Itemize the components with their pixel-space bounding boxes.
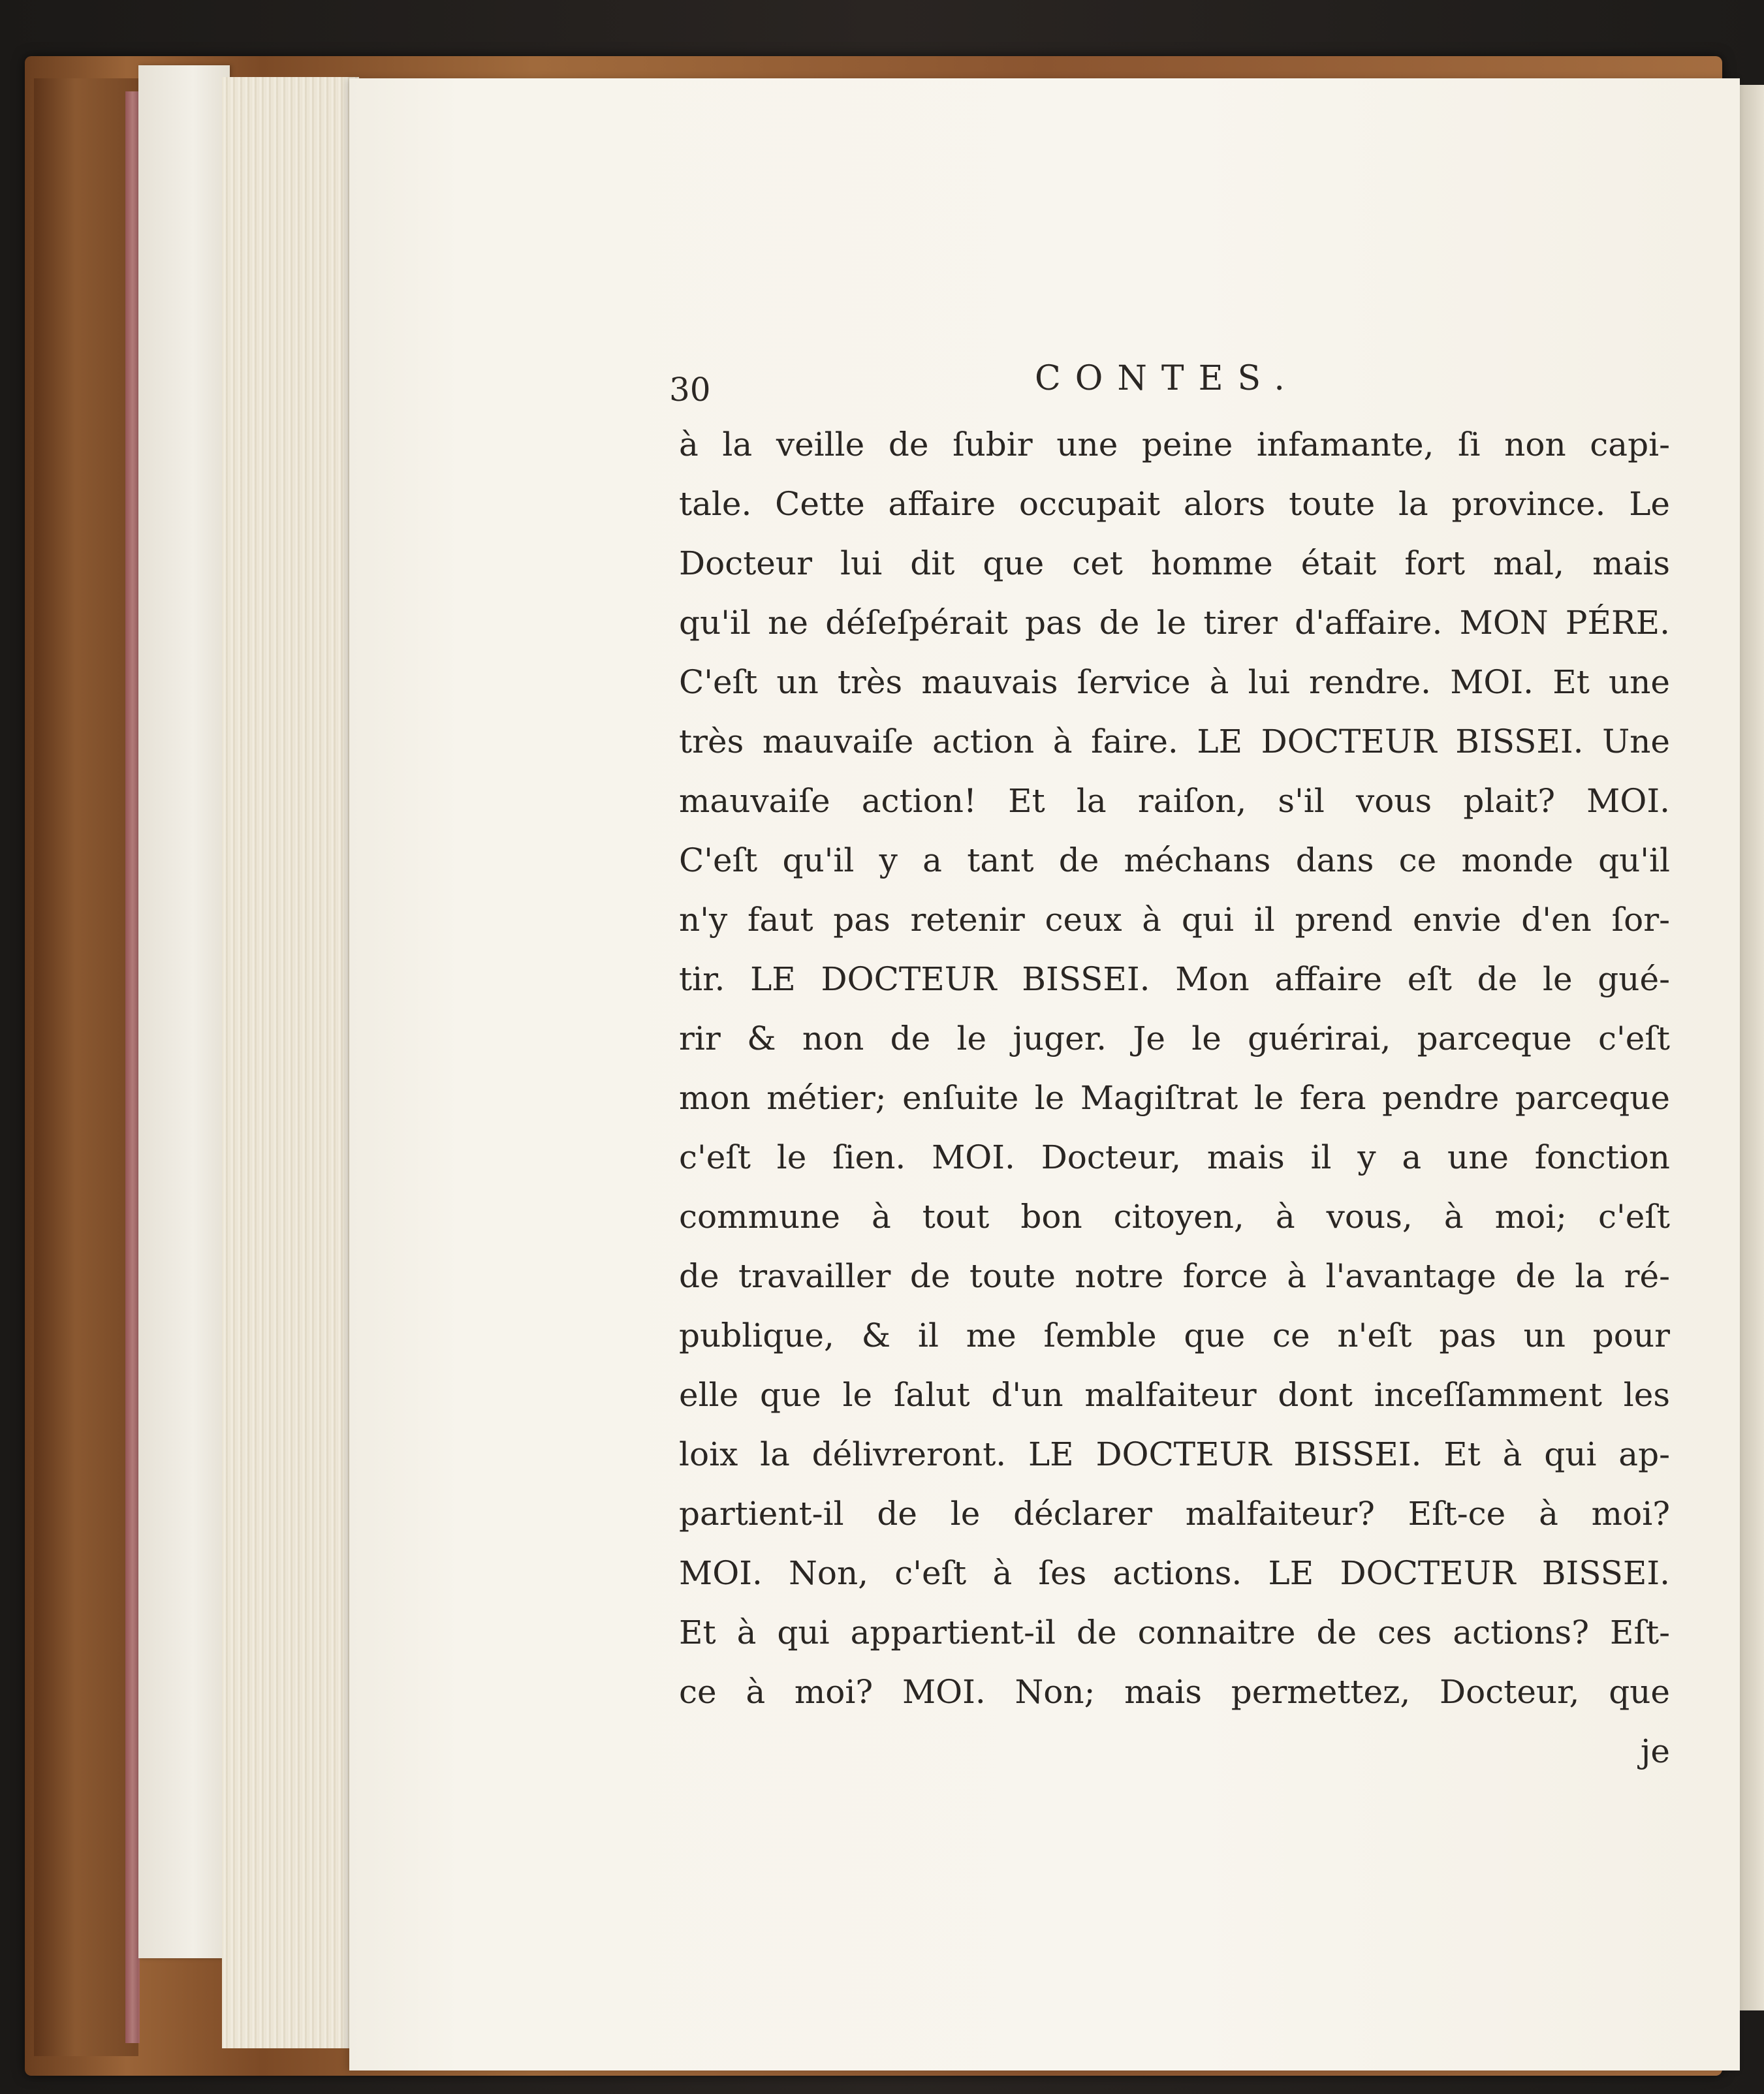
text-line: n'y faut pas retenir ceux à qui il prend envie d'en ſor- bbox=[679, 901, 1670, 939]
cover-spine-edge bbox=[34, 78, 138, 2056]
page-edges bbox=[222, 77, 359, 2048]
text-line: tir. LE DOCTEUR BISSEI. Mon affaire eſt de le gué- bbox=[679, 960, 1670, 998]
text-line: à la veille de ſubir une peine infamante, ſi non capi- bbox=[679, 426, 1670, 463]
text-line: qu'il ne déſeſpérait pas de le tirer d'affaire. MON PÉRE. bbox=[679, 604, 1670, 642]
text-line: C'eſt un très mauvais ſervice à lui rendre. MOI. Et une bbox=[679, 663, 1670, 701]
page-number: 30 bbox=[669, 371, 711, 409]
catchword: je bbox=[1640, 1732, 1670, 1770]
page-header bbox=[669, 358, 1453, 416]
text-line: elle que le ſalut d'un malfaiteur dont inceſſamment les bbox=[679, 1376, 1670, 1414]
text-line: partient-il de le déclarer malfaiteur? Eſt-ce à moi? bbox=[679, 1495, 1670, 1533]
endpaper-edge bbox=[125, 91, 140, 2043]
text-line: tale. Cette affaire occupait alors toute la province. Le bbox=[679, 485, 1670, 523]
text-line: rir & non de le juger. Je le guérirai, parceque c'eſt bbox=[679, 1020, 1670, 1057]
text-line: MOI. Non, c'eſt à ſes actions. LE DOCTEUR BISSEI. bbox=[679, 1554, 1670, 1592]
text-line: Et à qui appartient-il de connaitre de ces actions? Eſt- bbox=[679, 1614, 1670, 1651]
text-line: de travailler de toute notre force à l'avantage de la ré- bbox=[679, 1257, 1670, 1295]
flyleaf bbox=[138, 65, 230, 1958]
text-line: loix la délivreront. LE DOCTEUR BISSEI. Et à qui ap- bbox=[679, 1435, 1670, 1473]
text-line: commune à tout bon citoyen, à vous, à moi; c'eſt bbox=[679, 1198, 1670, 1236]
body-text bbox=[679, 415, 1670, 1781]
running-head: CONTES. bbox=[1035, 359, 1299, 398]
text-line: C'eſt qu'il y a tant de méchans dans ce monde qu'il bbox=[679, 841, 1670, 879]
text-line: mauvaiſe action! Et la raiſon, s'il vous plait? MOI. bbox=[679, 782, 1670, 820]
facing-page-edge bbox=[1737, 85, 1764, 2010]
text-line: ce à moi? MOI. Non; mais permettez, Docteur, que bbox=[679, 1673, 1670, 1711]
text-line: Docteur lui dit que cet homme était fort mal, mais bbox=[679, 544, 1670, 582]
text-line: publique, & il me ſemble que ce n'eſt pas un pour bbox=[679, 1317, 1670, 1354]
text-line: c'eſt le ſien. MOI. Docteur, mais il y a une fonction bbox=[679, 1138, 1670, 1176]
text-line: mon métier; enſuite le Magiſtrat le fera pendre parceque bbox=[679, 1079, 1670, 1117]
text-line: très mauvaiſe action à faire. LE DOCTEUR BISSEI. Une bbox=[679, 723, 1670, 760]
